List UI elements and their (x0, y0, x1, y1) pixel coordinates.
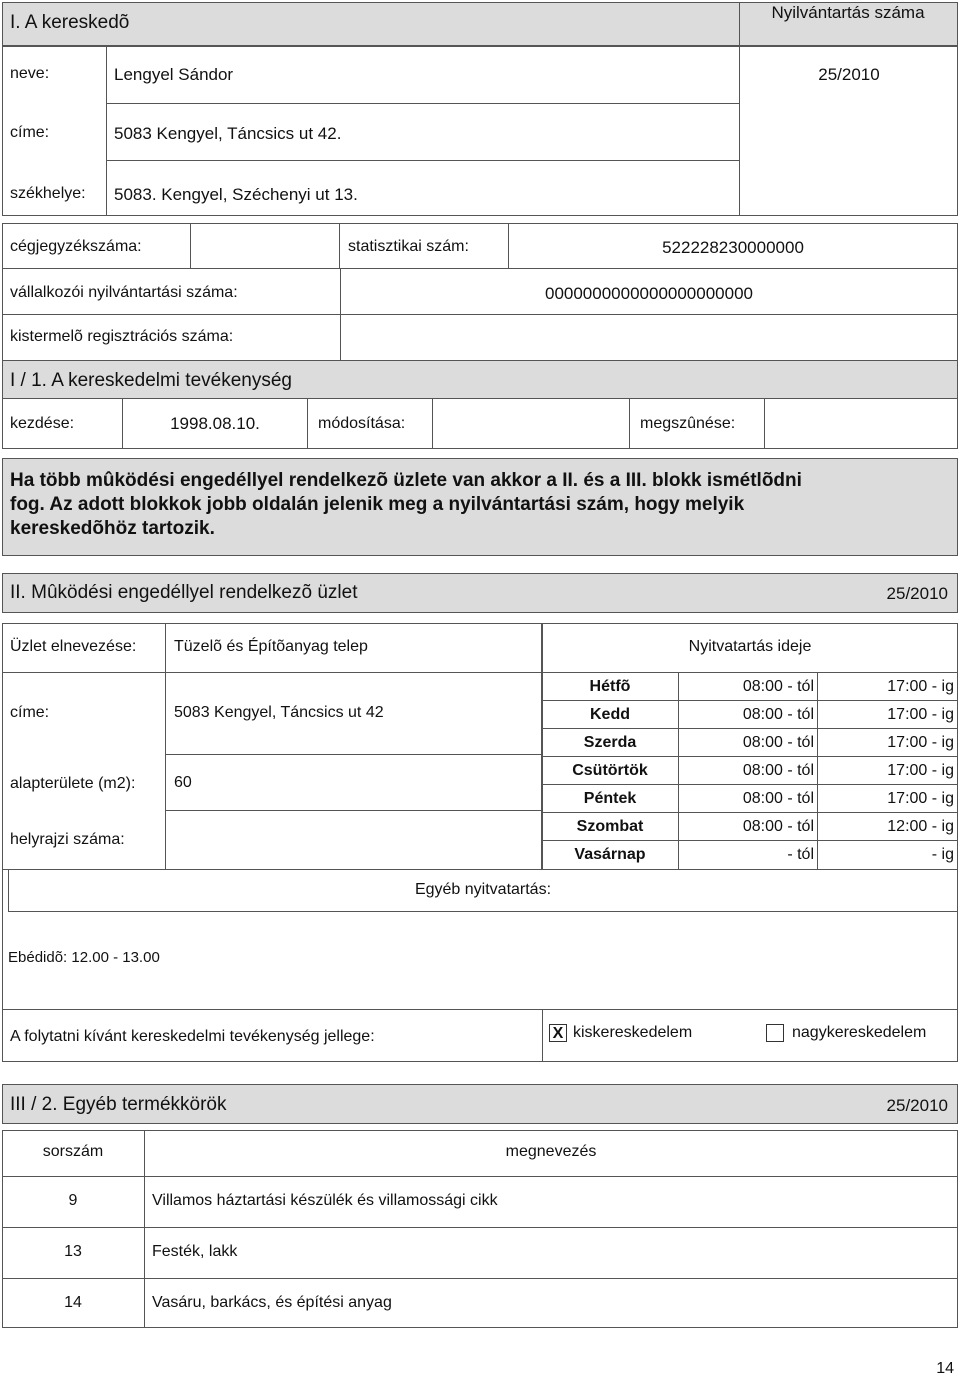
wholesale-label: nagykereskedelem (792, 1024, 927, 1041)
notice-line-2: fog. Az adott blokkok jobb oldalán jelenik meg a nyilvántartási szám, hogy melyik (10, 494, 745, 515)
trader-seat: 5083. Kengyel, Széchenyi ut 13. (114, 185, 358, 204)
reg-number: 25/2010 (818, 65, 880, 84)
end-label: megszûnése: (640, 415, 736, 432)
col-name-header: megnevezés (505, 1143, 597, 1160)
retail-checkbox[interactable]: X (549, 1024, 567, 1042)
company-reg-value-cell (190, 223, 340, 269)
hours-from: 08:00 - tól (742, 762, 814, 779)
shop-name-label: Üzlet elnevezése: (10, 638, 137, 655)
shop-area-cell (165, 755, 542, 811)
end-value-cell (764, 399, 958, 449)
products-row-divider (2, 1227, 958, 1278)
shop-parcel-label: helyrajzi száma: (10, 831, 125, 848)
hours-to: 17:00 - ig (887, 678, 954, 695)
hours-day: Csütörtök (572, 762, 648, 779)
smallproducer-value-cell (340, 315, 958, 361)
stat-label: statisztikai szám: (348, 238, 469, 255)
seat-label: székhelye: (10, 185, 86, 202)
hours-day: Kedd (590, 706, 630, 723)
activity-heading: I / 1. A kereskedelmi tevékenység (10, 370, 292, 391)
mod-label: módosítása: (318, 415, 406, 432)
shop-area: 60 (174, 774, 192, 791)
hours-to: 17:00 - ig (887, 762, 954, 779)
hours-day: Szerda (583, 734, 637, 751)
nature-label: A folytatni kívánt kereskedelmi tevékenység jellege: (10, 1028, 375, 1045)
shop-heading: II. Mûködési engedéllyel rendelkezõ üzlet (10, 582, 358, 603)
hours-from: 08:00 - tól (742, 790, 814, 807)
hours-from: 08:00 - tól (742, 734, 814, 751)
products-reg-number: 25/2010 (886, 1096, 948, 1115)
company-reg-label: cégjegyzékszáma: (10, 238, 142, 255)
hours-to: 12:00 - ig (887, 818, 954, 835)
entrepreneur-value: 0000000000000000000000 (544, 284, 753, 303)
mod-value-cell (432, 399, 630, 449)
smallproducer-label: kistermelõ regisztrációs száma: (10, 328, 234, 345)
shop-parcel-cell (165, 811, 542, 870)
shop-reg-number: 25/2010 (886, 584, 948, 603)
product-name: Villamos háztartási készülék és villamossági cikk (152, 1192, 498, 1209)
notice-line-3: kereskedõhöz tartozik. (10, 518, 215, 539)
shop-name: Tüzelõ és Építõanyag telep (174, 638, 368, 655)
hours-from: 08:00 - tól (742, 706, 814, 723)
product-number: 13 (64, 1243, 82, 1260)
address-label: címe: (10, 124, 50, 141)
page-number: 14 (936, 1360, 954, 1377)
product-number: 14 (64, 1294, 82, 1311)
lunch-break: Ebédidõ: 12.00 - 13.00 (8, 949, 160, 966)
hours-day: Hétfõ (589, 678, 631, 695)
name-label: neve: (10, 65, 50, 82)
hours-to: 17:00 - ig (887, 706, 954, 723)
product-name: Vasáru, barkács, és építési anyag (152, 1294, 392, 1311)
hours-day: Péntek (583, 790, 637, 807)
trader-address: 5083 Kengyel, Táncsics ut 42. (114, 124, 342, 143)
hours-day: Vasárnap (574, 846, 646, 863)
reg-label: Nyilvántartás száma (771, 3, 925, 22)
start-label: kezdése: (10, 415, 75, 432)
hours-to: 17:00 - ig (887, 790, 954, 807)
product-name: Festék, lakk (152, 1243, 238, 1260)
stat-value: 522228230000000 (662, 238, 804, 257)
notice-line-1: Ha több mûködési engedéllyel rendelkezõ üzlete van akkor a II. és a III. blokk ismétlõdni (10, 470, 802, 491)
trader-name: Lengyel Sándor (114, 65, 234, 84)
hours-day: Szombat (576, 818, 644, 835)
wholesale-checkbox[interactable] (766, 1024, 784, 1042)
other-hours-label: Egyéb nyitvatartás: (414, 881, 552, 898)
trader-heading: I. A kereskedõ (10, 12, 130, 33)
products-heading: III / 2. Egyéb termékkörök (10, 1094, 227, 1115)
shop-area-label: alapterülete (m2): (10, 775, 136, 792)
entrepreneur-label: vállalkozói nyilvántartási száma: (10, 284, 238, 301)
hours-from: 08:00 - tól (742, 678, 814, 695)
shop-address: 5083 Kengyel, Táncsics ut 42 (174, 704, 384, 721)
products-row-divider (2, 1278, 958, 1328)
retail-label: kiskereskedelem (573, 1024, 693, 1041)
start-value: 1998.08.10. (170, 414, 260, 433)
hours-from: - tól (787, 846, 814, 863)
col-number-header: sorszám (42, 1143, 104, 1160)
product-number: 9 (68, 1192, 78, 1209)
hours-to: - ig (931, 846, 954, 863)
hours-label: Nyitvatartás ideje (688, 638, 812, 655)
shop-address-label: címe: (10, 704, 50, 721)
hours-from: 08:00 - tól (742, 818, 814, 835)
hours-to: 17:00 - ig (887, 734, 954, 751)
